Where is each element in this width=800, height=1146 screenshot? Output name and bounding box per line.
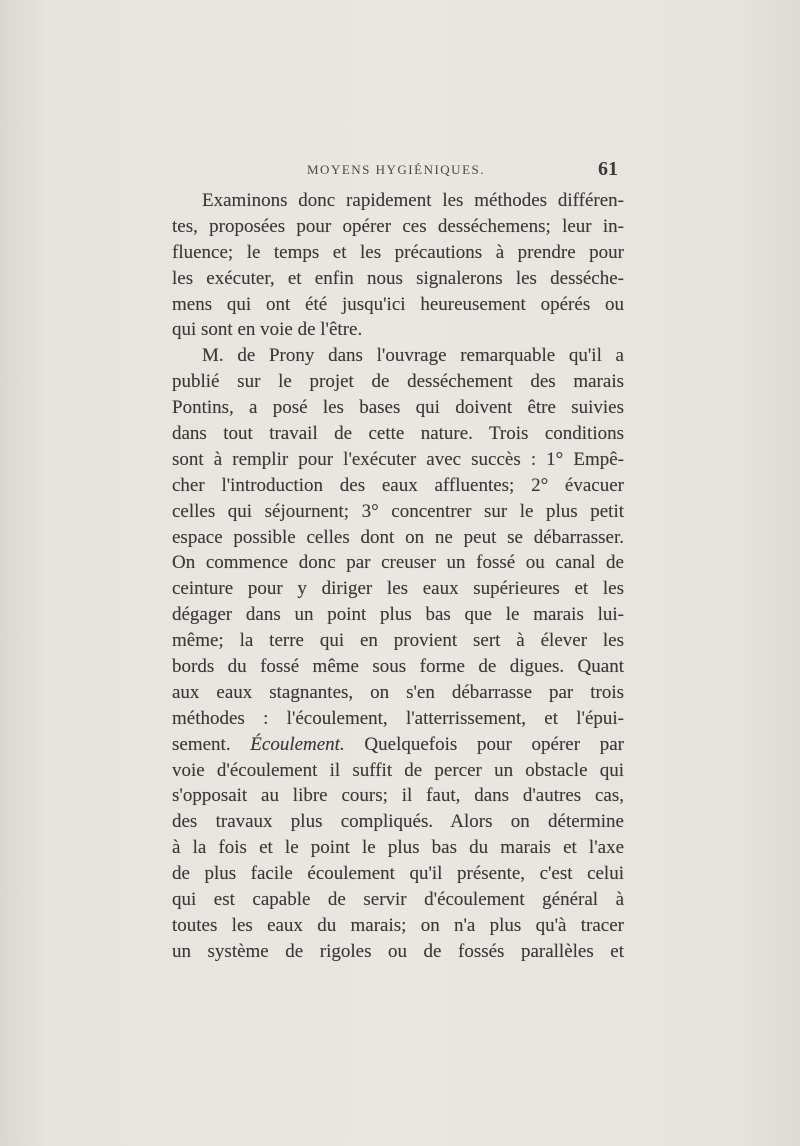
body-text [172,188,624,965]
text-line: Pontins, a posé les bases qui doivent être suivies [172,397,624,419]
text-line: M. de Prony dans l'ouvrage remarquable qu'il a [202,345,624,367]
text-line: dégager dans un point plus bas que le marais lui- [172,604,624,626]
running-title: MOYENS HYGIÉNIQUES. [307,162,485,177]
running-head [172,158,620,184]
text-line: publié sur le projet de desséchement des marais [172,371,624,393]
text-line: aux eaux stagnantes, on s'en débarrasse par trois [172,681,624,703]
text-line: de plus facile écoulement qu'il présente, c'est celui [172,863,624,885]
text-line: Examinons donc rapidement les méthodes différen- [202,190,624,211]
text-line: qui est capable de servir d'écoulement général à [172,889,624,911]
text-line: fluence; le temps et les précautions à prendre pour [172,241,624,263]
text-line: bords du fossé même sous forme de digues. Quant [172,656,624,678]
text-segment: sement. [172,733,231,755]
text-line: sont à remplir pour l'exécuter avec succès : 1° Empê- [172,448,624,470]
text-line: On commence donc par creuser un fossé ou canal de [172,552,624,574]
text-line: celles qui séjournent; 3° concentrer sur le plus petit [172,500,624,522]
text-line: les exécuter, et enfin nous signalerons les desséche- [172,267,624,289]
text-segment: Quelquefois pour opérer par [364,733,624,755]
text-line: toutes les eaux du marais; on n'a plus qu'à tracer [172,914,624,936]
text-line: s'opposait au libre cours; il faut, dans d'autres cas, [172,785,624,807]
text-line: à la fois et le point le plus bas du marais et l'axe [172,837,624,859]
text-line: même; la terre qui en provient sert à élever les [172,630,624,652]
text-line: un système de rigoles ou de fossés parallèles et [172,940,624,962]
text-line: espace possible celles dont on ne peut se débarrasser. [172,526,624,548]
italic-heading: Écoulement. [250,733,345,755]
text-line: cher l'introduction des eaux affluentes; 2° évacuer [172,474,624,496]
text-line: voie d'écoulement il suffit de percer un obstacle qui [172,759,624,781]
page-number: 61 [598,158,618,180]
text-line: qui sont en voie de l'être. [172,319,363,341]
text-line: ceinture pour y diriger les eaux supérieures et les [172,578,624,600]
text-line: des travaux plus compliqués. Alors on détermine [172,811,624,833]
text-line: méthodes : l'écoulement, l'atterrissement, et l'épui- [172,707,624,729]
text-line-mixed [172,732,624,758]
text-line: mens qui ont été jusqu'ici heureusement opérés ou [172,293,624,315]
text-line: tes, proposées pour opérer ces desséchemens; leur in- [172,215,624,237]
text-line: dans tout travail de cette nature. Trois conditions [172,423,624,445]
